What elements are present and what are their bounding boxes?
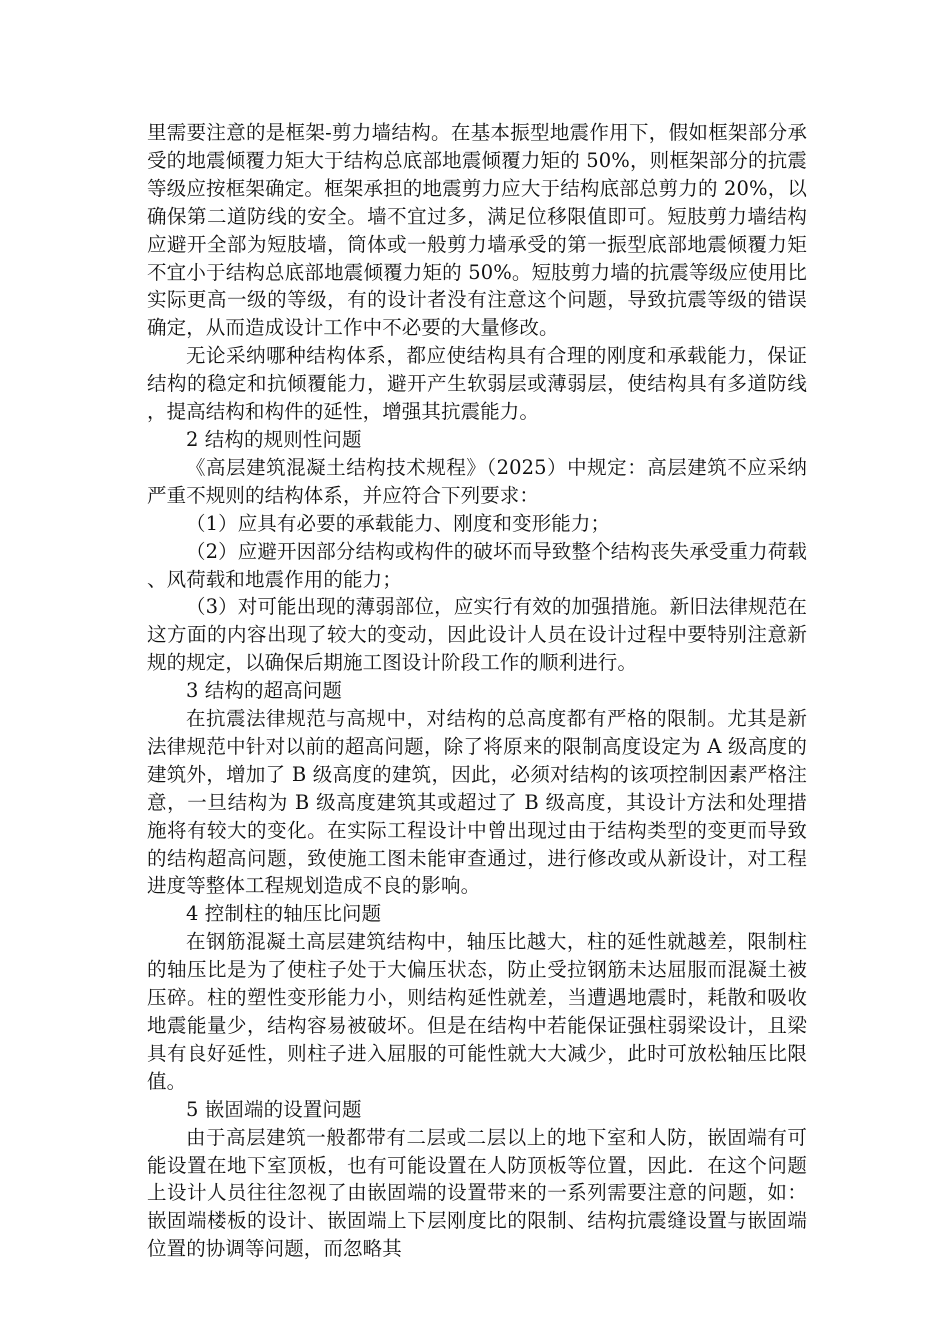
section-heading: 5 嵌固端的设置问题 <box>186 1097 362 1121</box>
section-heading: 2 结构的规则性问题 <box>186 427 362 451</box>
paragraph: 由于高层建筑一般都带有二层或二层以上的地下室和人防，嵌固端有可能设置在地下室顶板，也有可能设置在人防顶板等位置，因此．在这个问题上设计人员往往忽视了由嵌固端的设置带来的一系列需要注意的问题，如：嵌固端楼板的设计、嵌固端上下层刚度比的限制、结构抗震缝设置与嵌固端位置的协调等问题，而忽略其 <box>147 1125 807 1261</box>
list-item: （1）应具有必要的承载能力、刚度和变形能力； <box>186 511 611 535</box>
paragraph: 在抗震法律规范与高规中，对结构的总高度都有严格的限制。尤其是新法律规范中针对以前的超高问题，除了将原来的限制高度设定为 A 级高度的建筑外，增加了 B 级高度的建筑，因此，必须对结构的该项控制因素严格注意，一旦结构为 B 级高度建筑其或超过了 B 级高度，其设计方法和处理措施将有较大的变化。在实际工程设计中曾出现过由于结构类型的变更而导致的结构超高问题，致使施工图未能审查通过，进行修改或从新设计，对工程进度等整体工程规划造成不良的影响。 <box>147 707 807 898</box>
document-page <box>147 119 807 1263</box>
list-item: （2）应避开因部分结构或构件的破坏而导致整个结构丧失承受重力荷载、风荷载和地震作用的能力； <box>147 539 807 591</box>
paragraph: 里需要注意的是框架-剪力墙结构。在基本振型地震作用下，假如框架部分承受的地震倾覆力矩大于结构总底部地震倾覆力矩的 50%，则框架部分的抗震等级应按框架确定。框架承担的地震剪力应大于结构底部总剪力的 20%，以确保第二道防线的安全。墙不宜过多，满足位移限值即可。短肢剪力墙结构应避开全部为短肢墙，筒体或一般剪力墙承受的第一振型底部地震倾覆力矩不宜小于结构总底部地震倾覆力矩的 50%。短肢剪力墙的抗震等级应使用比实际更高一级的等级，有的设计者没有注意这个问题，导致抗震等级的错误确定，从而造成设计工作中不必要的大量修改。 <box>147 121 807 340</box>
paragraph: 在钢筋混凝土高层建筑结构中，轴压比越大，柱的延性就越差，限制柱的轴压比是为了使柱子处于大偏压状态，防止受拉钢筋未达屈服而混凝土被压碎。柱的塑性变形能力小，则结构延性就差，当遭遇地震时，耗散和吸收地震能量少，结构容易被破坏。但是在结构中若能保证强柱弱梁设计，且梁具有良好延性，则柱子进入屈服的可能性就大大减少，此时可放松轴压比限值。 <box>147 930 807 1093</box>
paragraph: 无论采纳哪种结构体系，都应使结构具有合理的刚度和承载能力，保证结构的稳定和抗倾覆能力，避开产生软弱层或薄弱层，使结构具有多道防线，提高结构和构件的延性，增强其抗震能力。 <box>147 344 807 424</box>
list-item: （3）对可能出现的薄弱部位，应实行有效的加强措施。新旧法律规范在这方面的内容出现了较大的变动，因此设计人员在设计过程中要特别注意新规的规定，以确保后期施工图设计阶段工作的顺利进行。 <box>147 595 807 675</box>
section-heading: 3 结构的超高问题 <box>186 679 343 703</box>
section-heading: 4 控制柱的轴压比问题 <box>186 902 382 926</box>
paragraph: 《高层建筑混凝土结构技术规程》（2025）中规定：高层建筑不应采纳严重不规则的结构体系，并应符合下列要求： <box>147 455 807 507</box>
